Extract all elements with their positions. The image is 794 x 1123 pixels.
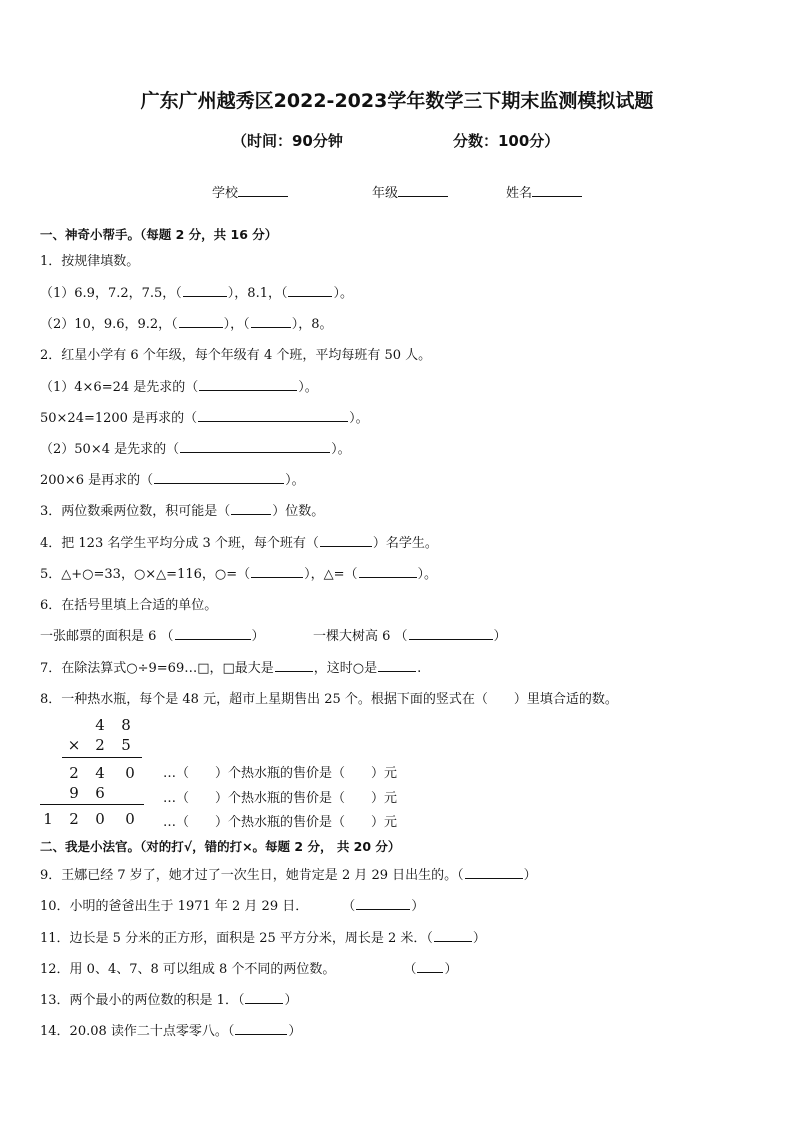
question-6a: 一张邮票的面积是 6 （ ）	[40, 629, 265, 644]
question-2-line3: （2）50×4 是先求的（ ）。	[40, 442, 351, 457]
vertical-row: 1 2 0 0	[43, 810, 135, 828]
question-13: 13．两个最小的两位数的积是 1．（ ）	[40, 993, 298, 1008]
divider-line	[62, 757, 142, 758]
question-8-annotation-1: …（ ）个热水瓶的售价是（ ）元	[163, 766, 398, 781]
vertical-row: 2 4 0	[69, 764, 135, 782]
question-8-stem: 8．一种热水瓶，每个是 48 元，超市上星期售出 25 个。根据下面的竖式在（ ）里填合适的数。	[40, 692, 618, 707]
answer-blank[interactable]	[245, 991, 283, 1004]
answer-blank[interactable]	[198, 409, 348, 422]
question-1b: （2）10，9.6，9.2，（ ），（ ），8。	[40, 317, 333, 332]
answer-blank[interactable]	[183, 284, 227, 297]
grade-blank[interactable]	[398, 184, 448, 197]
vertical-multiplication	[40, 716, 150, 832]
question-7: 7．在除法算式○÷9=69…□，□最大是 ，这时○是 .	[40, 661, 422, 676]
answer-blank[interactable]	[417, 960, 443, 973]
question-1-stem: 1．按规律填数。	[40, 254, 140, 269]
answer-blank[interactable]	[409, 627, 493, 640]
question-2-line1: （1）4×6=24 是先求的（ ）。	[40, 380, 318, 395]
exam-time: （时间：90分钟	[232, 132, 343, 150]
question-8-annotation-2: …（ ）个热水瓶的售价是（ ）元	[163, 791, 398, 806]
answer-blank[interactable]	[359, 565, 417, 578]
answer-blank[interactable]	[320, 534, 372, 547]
section-1-heading: 一、神奇小帮手。（每题 2 分，共 16 分）	[40, 227, 278, 242]
question-12: 12．用 0、4、7、8 可以组成 8 个不同的两位数。 （ ）	[40, 962, 458, 977]
page-title: 广东广州越秀区2022-2023学年数学三下期末监测模拟试题	[140, 90, 654, 112]
question-14: 14．20.08 读作二十点零零八。（ ）	[40, 1024, 302, 1039]
question-2-line2: 50×24=1200 是再求的（ ）。	[40, 411, 369, 426]
question-11: 11．边长是 5 分米的正方形，面积是 25 平方分米，周长是 2 米．（ ）	[40, 931, 486, 946]
grade-field[interactable]	[372, 182, 448, 201]
answer-blank[interactable]	[231, 502, 271, 515]
answer-blank[interactable]	[235, 1022, 287, 1035]
answer-blank[interactable]	[180, 440, 330, 453]
question-5: 5．△+○=33，○×△=116，○=（ ），△=（ ）。	[40, 567, 438, 582]
question-4: 4．把 123 名学生平均分成 3 个班，每个班有（ ）名学生。	[40, 536, 438, 551]
name-label: 姓名	[506, 186, 533, 201]
name-field[interactable]	[506, 182, 582, 201]
exam-score: 分数：100分）	[453, 132, 560, 150]
answer-blank[interactable]	[378, 659, 416, 672]
section-2-heading: 二、我是小法官。（对的打√，错的打×。每题 2 分， 共 20 分）	[40, 839, 401, 854]
vertical-row: × 2 5	[67, 736, 131, 754]
divider-line	[40, 804, 144, 805]
answer-blank[interactable]	[199, 378, 297, 391]
school-blank[interactable]	[238, 184, 288, 197]
vertical-row: 9 6	[69, 784, 105, 802]
answer-blank[interactable]	[434, 929, 472, 942]
question-2-stem: 2．红星小学有 6 个年级，每个年级有 4 个班，平均每班有 50 人。	[40, 348, 432, 363]
question-6-stem: 6．在括号里填上合适的单位。	[40, 598, 218, 613]
question-6b: 一棵大树高 6 （ ）	[313, 629, 507, 644]
school-field[interactable]	[212, 182, 288, 201]
answer-blank[interactable]	[179, 315, 223, 328]
answer-blank[interactable]	[275, 659, 313, 672]
question-9: 9．王娜已经 7 岁了，她才过了一次生日，她肯定是 2 月 29 日出生的。（ ）	[40, 868, 537, 883]
question-3: 3．两位数乘两位数，积可能是（ ）位数。	[40, 504, 325, 519]
question-10: 10．小明的爸爸出生于 1971 年 2 月 29 日． （ ）	[40, 899, 425, 914]
answer-blank[interactable]	[465, 866, 523, 879]
grade-label: 年级	[372, 186, 399, 201]
question-1a: （1）6.9，7.2，7.5，（ ），8.1，（ ）。	[40, 286, 353, 301]
answer-blank[interactable]	[154, 471, 284, 484]
name-blank[interactable]	[532, 184, 582, 197]
school-label: 学校	[212, 186, 239, 201]
answer-blank[interactable]	[288, 284, 332, 297]
question-8-annotation-3: …（ ）个热水瓶的售价是（ ）元	[163, 815, 398, 830]
answer-blank[interactable]	[356, 897, 410, 910]
answer-blank[interactable]	[251, 565, 303, 578]
vertical-row: 4 8	[95, 716, 131, 734]
answer-blank[interactable]	[251, 315, 291, 328]
answer-blank[interactable]	[175, 627, 251, 640]
question-2-line4: 200×6 是再求的（ ）。	[40, 473, 305, 488]
